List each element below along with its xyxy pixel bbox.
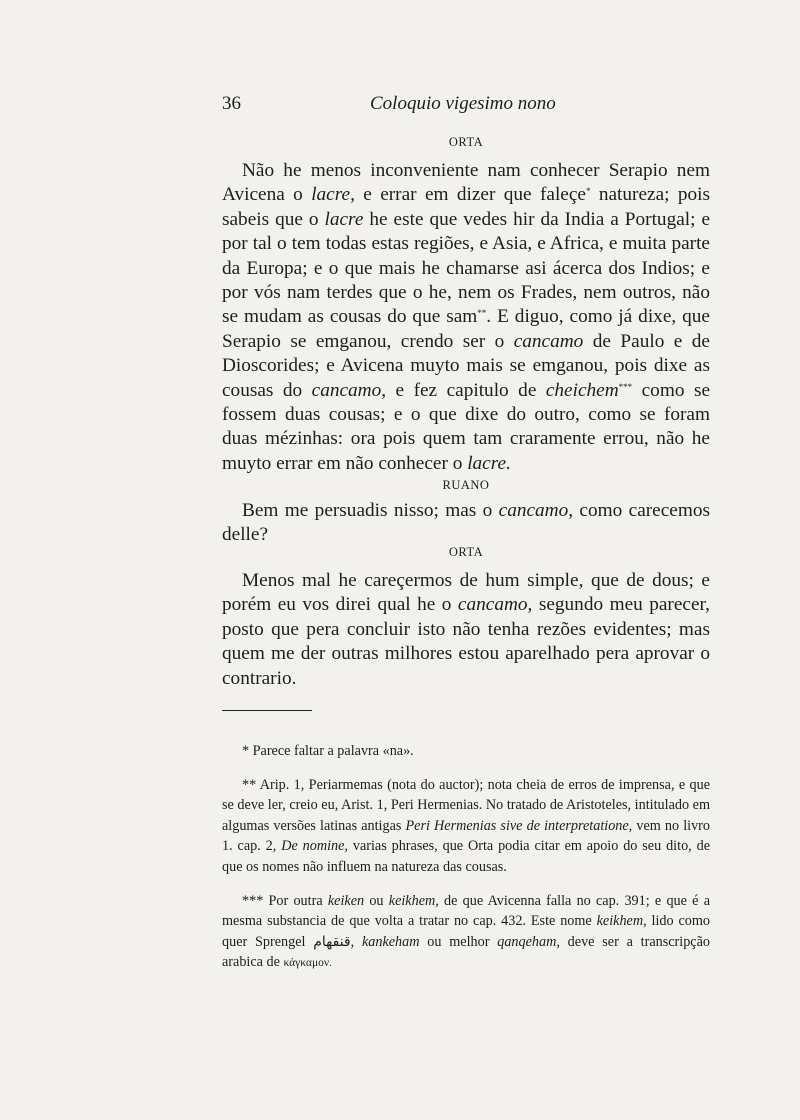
footnote-ref-3: *** — [618, 381, 633, 392]
speaker-ruano: RUANO — [442, 478, 490, 492]
page-number: 36 — [222, 93, 241, 114]
dialogue-paragraph-orta-1: Não he menos inconveniente nam conhecer Serapio nem Avicena o lacre, e errar em dizer que faleçe* natureza; pois sabeis que o lacre he este que vedes hir da India a Portugal; e por tal o tem todas estas regiões, e Asia, e Africa, e muita parte da Europa; e o que mais he chamarse asi ácerca dos Indios; e por vós nam terdes que o he, nem os Frades, nem outros, não se mudam as cousas do que sam**. E diguo, como já dixe, que Serapio se emganou, crendo ser o cancamo de Paulo e de Dioscorides; e Avicena muyto mais se emganou, pois dixe as cousas do cancamo, e fez capitulo de cheichem*** como se fossem duas cousas; e o que dixe do outro, como se foram duas mézinhas: ora pois quem tam craramente errou, não he muyto errar em não conhecer o lacre. — [222, 160, 711, 474]
footnote-2: ** Arip. 1, Periarmemas (nota do auctor); nota cheia de erros de imprensa, e que se deve ler, creio eu, Arist. 1, Peri Hermenias. No tratado de Aristoteles, intitulado em algumas versões latinas antigas Peri Hermenias sive de interpretatione, vem no livro 1. cap. 2, De nomine, varias phrases, que Orta podia citar em apoio do seu dito, de que os nomes não influem na natureza das cousas. — [222, 776, 710, 875]
running-title: Coloquio vigesimo nono — [370, 93, 556, 114]
greek-word: κάγκαμον. — [283, 957, 332, 970]
footnote-1: * Parece faltar a palavra «na». — [242, 743, 414, 759]
footnote-separator — [222, 710, 312, 711]
arabic-word: قنقهام — [313, 933, 351, 950]
speaker-orta: ORTA — [448, 135, 484, 149]
speaker-orta-2: ORTA — [448, 545, 484, 559]
dialogue-paragraph-ruano: Bem me persuadis nisso; mas o cancamo, como carecemos delle? — [222, 500, 710, 546]
footnote-ref-1: * — [585, 186, 591, 197]
dialogue-paragraph-orta-2: Menos mal he careçermos de hum simple, que de dous; e porém eu vos direi qual he o cancamo, segundo meu parecer, posto que pera concluir isto não tenha rezões evidentes; mas quem me der outras milhores estou aparelhado pera aprovar o contrario. — [222, 570, 710, 689]
page-header — [222, 93, 710, 119]
footnote-ref-2: ** — [477, 308, 487, 319]
footnotes — [222, 741, 710, 987]
footnote-3: *** Por outra keiken ou keikhem, de que Avicenna falla no cap. 391; e que é a mesma substancia de que volta a tratar no cap. 432. Este nome keikhem, lido como quer Sprengel قنقهام, kankeham ou melhor qanqeham, deve ser a transcripção arabica de κάγκαμον. — [222, 892, 711, 971]
